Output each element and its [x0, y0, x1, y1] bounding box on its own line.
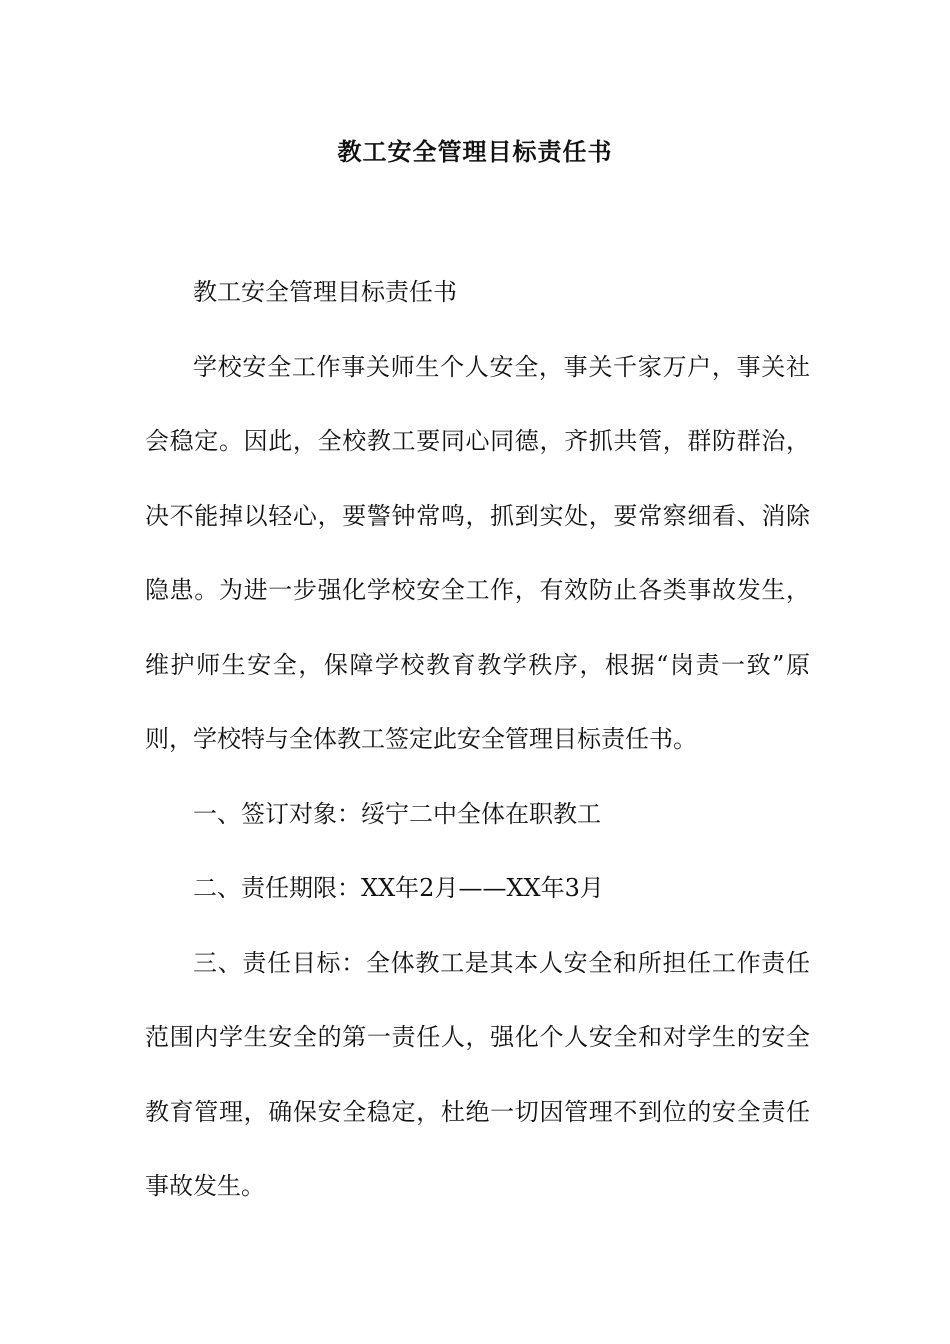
responsibility-goal-paragraph: 三、责任目标：全体教工是其本人安全和所担任工作责任范围内学生安全的第一责任人，强化个人安全和对学生的安全教育管理，确保安全稳定，杜绝一切因管理不到位的安全责任事故发生。: [145, 948, 810, 1200]
document-body: [145, 255, 810, 1224]
subtitle-paragraph: 教工安全管理目标责任书: [193, 278, 457, 306]
signing-target-paragraph: 一、签订对象：绥宁二中全体在职教工: [193, 799, 601, 828]
document-title: 教工安全管理目标责任书: [337, 137, 613, 166]
responsibility-period-paragraph: 二、责任期限：XX年2月——XX年3月: [193, 874, 604, 902]
intro-paragraph: 学校安全工作事关师生个人安全，事关千家万户，事关社会稳定。因此，全校教工要同心同德，齐抓共管，群防群治，决不能掉以轻心，要警钟常鸣，抓到实处，要常察细看、消除隐患。为进一步强化学校安全工作，有效防止各类事故发生，维护师生安全，保障学校教育教学秩序，根据“岗责一致”原则，学校特与全体教工签定此安全管理目标责任书。: [145, 352, 810, 753]
